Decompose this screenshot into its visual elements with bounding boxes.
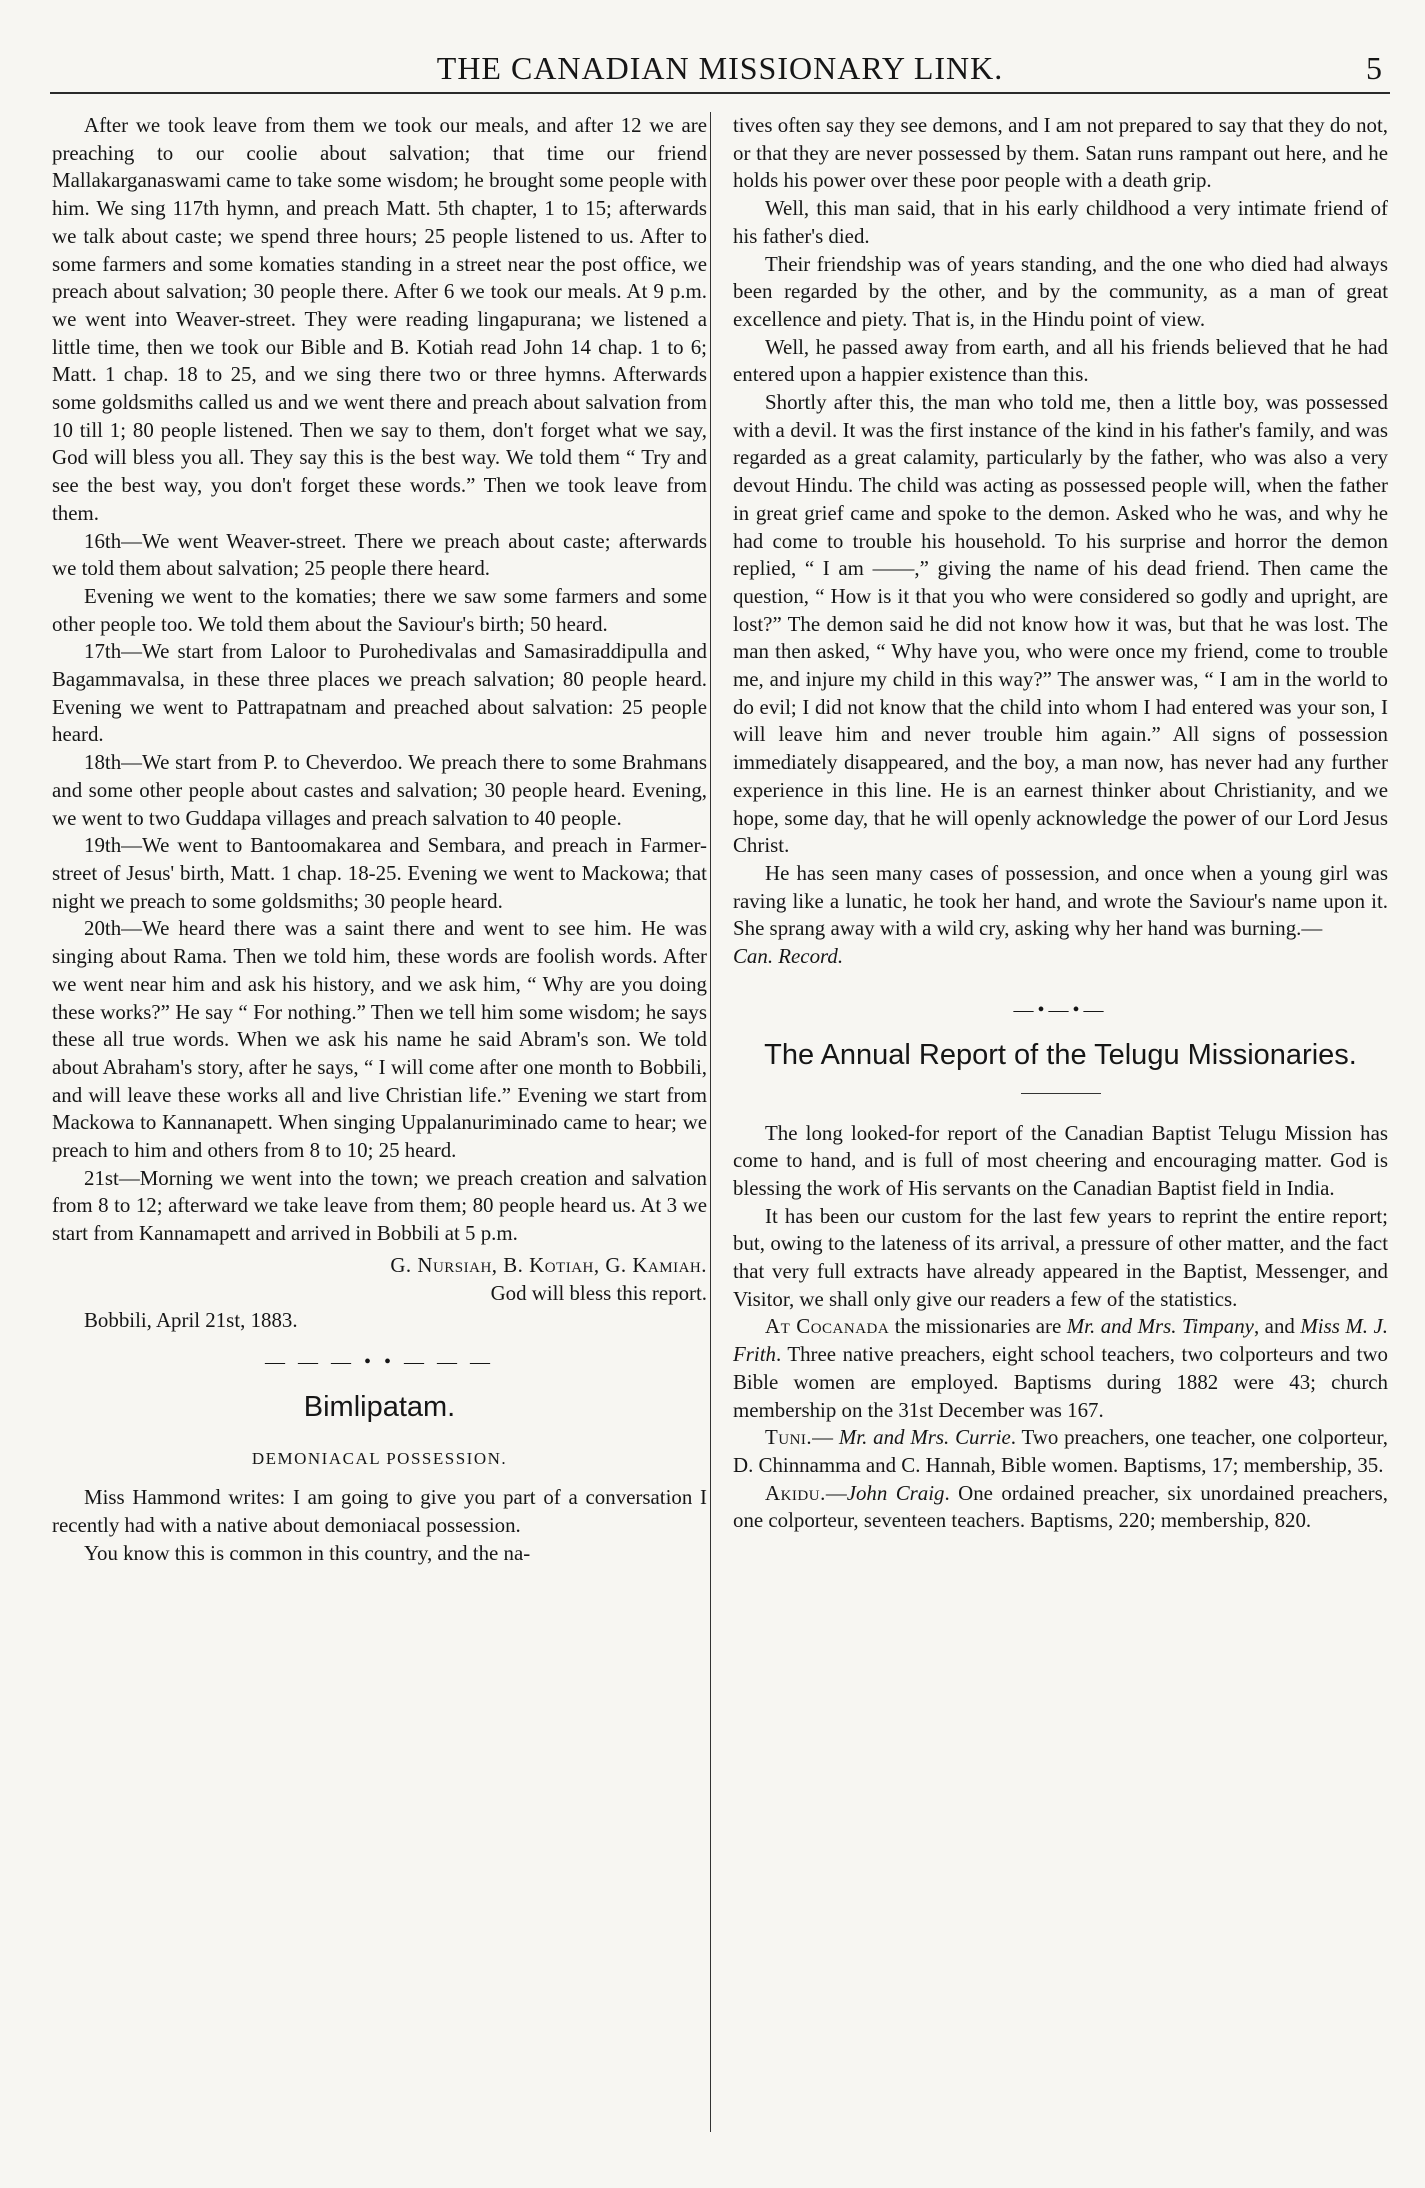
station-name: Tuni. xyxy=(765,1425,813,1450)
station-text: , and xyxy=(1253,1314,1301,1339)
article-paragraph-text: He has seen many cases of possession, and once when a young girl was raving like a lunatic, he took her hand, and wrote the Saviour's name upon it. She sprang away with a wild cry, asking why her hand was burning.— xyxy=(733,860,1388,941)
station-text: . One ordained preacher, six unordained preachers, one colporteur, seventeen teachers. Baptisms, 220; membership, 820. xyxy=(733,1480,1388,1533)
title-rule xyxy=(1021,1093,1101,1094)
article-paragraph: It has been our custom for the last few years to reprint the entire report; but, owing to the lateness of its arrival, a pressure of other matter, and the fact that very full extracts have already appeared in the Baptist, Messenger, and Visitor, we shall only give our readers a few of the statistics. xyxy=(733,1203,1388,1311)
article-paragraph: You know this is common in this country, and the na- xyxy=(84,1540,531,1565)
report-paragraph: After we took leave from them we took our meals, and after 12 we are preaching to our coolie about salvation; that time our friend Mallakarganaswami came to take some wisdom; he brought some people with him. We sing 117th hymn, and preach Matt. 5th chapter, 1 to 15; afterwards we talk about caste; we spend three hours; 25 people listened to us. After to some farmers and some komaties standing in a street near the post office, we preach about salvation; 30 people there. After 6 we took our meals. At 9 p.m. we went into Weaver-street. They were reading lingapurana; we listened a little time, then we took our Bible and B. Kotiah read John 14 chap. 1 to 6; Matt. 1 chap. 18 to 25, and we sing there two or three hymns. Afterwards some goldsmiths called us and we went there and preach about salvation from 10 till 1; 80 people listened. Then we say to them, don't forget what we say, God will bless you all. They say this is the best way. We told them “ Try and see the best way, you don't forget these words.” Then we took leave from them. xyxy=(52,113,707,525)
report-paragraph: 18th—We start from P. to Cheverdoo. We preach there to some Brahmans and some other people about castes and salvation; 30 people heard. Evening, we went to two Guddapa villages and preach salvation to 40 people. xyxy=(52,750,707,830)
right-column xyxy=(733,112,1388,1535)
report-dateline: Bobbili, April 21st, 1883. xyxy=(84,1308,298,1333)
left-column xyxy=(52,112,707,1567)
source-credit: Can. Record. xyxy=(733,944,844,969)
article-paragraph: tives often say they see demons, and I am not prepared to say that they do not, or that they are never possessed by them. Satan runs rampant out here, and he holds his power over these poor people with a death grip. xyxy=(733,113,1388,193)
station-entry-akidu xyxy=(733,1480,1388,1535)
report-paragraph: 16th—We went Weaver-street. There we preach about caste; afterwards we told them about salvation; 25 people there heard. xyxy=(52,528,707,581)
article-paragraph: Well, this man said, that in his early childhood a very intimate friend of his father's died. xyxy=(733,196,1388,248)
station-text: — xyxy=(825,1480,847,1505)
station-entry-tuni xyxy=(733,1424,1388,1479)
station-entry-cocanada xyxy=(733,1313,1388,1424)
article-paragraph: The long looked-for report of the Canadian Baptist Telugu Mission has come to hand, and is full of most cheering and encouraging matter. God is blessing the work of His servants on the Canadian Baptist field in India. xyxy=(733,1120,1388,1200)
missionary-names: John Craig xyxy=(846,1480,945,1505)
masthead xyxy=(50,46,1390,94)
missionary-names: Miss M. J. Frith xyxy=(733,1314,1388,1367)
section-ornament: —•—•— xyxy=(1013,998,1108,1021)
section-subtitle: DEMONIACAL POSSESSION. xyxy=(251,1448,508,1468)
article-paragraph: Well, he passed away from earth, and all his friends believed that he had entered upon a happier existence than this. xyxy=(733,334,1388,387)
publication-title: THE CANADIAN MISSIONARY LINK. xyxy=(436,50,1004,86)
missionary-names: Mr. and Mrs. Currie xyxy=(838,1425,1011,1450)
missionary-names: Mr. and Mrs. Timpany xyxy=(1066,1314,1254,1339)
article-paragraph: Their friendship was of years standing, and the one who died had always been regarded by the other, and by the community, as a man of great excellence and piety. That is, in the Hindu point of view. xyxy=(733,251,1388,331)
report-signature: G. Nursiah, B. Kotiah, G. Kamiah. xyxy=(390,1252,707,1277)
report-paragraph: 21st—Morning we went into the town; we preach creation and salvation from 8 to 12; afterward we take leave from them; 80 people heard us. At 3 we start from Kannamapett and arrived in Bobbili at 5 p.m. xyxy=(52,1165,707,1246)
section-title-annual-report: The Annual Report of the Telugu Missionaries. xyxy=(764,1038,1357,1071)
report-paragraph: 19th—We went to Bantoomakarea and Sembara, and preach in Farmer-street of Jesus' birth, Matt. 1 chap. 18-25. Evening we went to Mackowa; that night we preach to some goldsmiths; 30 people heard. xyxy=(52,833,707,913)
report-paragraph: Evening we went to the komaties; there we saw some farmers and some other people too. We told them about the Saviour's birth; 50 heard. xyxy=(52,583,707,636)
section-ornament: — — — • • — — — xyxy=(264,1350,494,1373)
page-number: 5 xyxy=(1366,50,1382,86)
station-name: Akidu. xyxy=(765,1480,826,1505)
station-text: . Two preachers, one teacher, one colporteur, D. Chinnamma and C. Hannah, Bible women. Baptisms, 17; membership, 35. xyxy=(733,1425,1388,1477)
article-paragraph: Miss Hammond writes: I am going to give you part of a conversation I recently had with a native about demoniacal possession. xyxy=(52,1485,707,1538)
station-text: the missionaries are xyxy=(889,1314,1067,1339)
station-text: — xyxy=(812,1425,839,1450)
report-paragraph: 17th—We start from Laloor to Purohedivalas and Samasiraddipulla and Bagammavalsa, in these three places we preach salvation; 80 people heard. Evening we went to Pattrapatnam and preached about salvation: 25 people heard. xyxy=(52,639,707,747)
column-divider xyxy=(710,112,711,2132)
section-title-bimlipatam: Bimlipatam. xyxy=(303,1390,456,1423)
report-paragraph: 20th—We heard there was a saint there and went to see him. He was singing about Rama. Then we told him, these words are foolish words. After we went near him and ask his history, and we ask him, “ Why are you doing these works?” He say “ For nothing.” Then we tell him some wisdom; he says these all true words. When we ask his name he said Abram's son. We told about Abraham's story, after he says, “ I will come after one month to Bobbili, and will leave these works all and live Christian life.” Evening we start from Mackowa to Kannanapett. When singing Uppalanuriminado came to hear; we preach to him and others from 8 to 10; 25 heard. xyxy=(52,916,707,1163)
article-paragraph xyxy=(733,860,1388,971)
station-name: At Cocanada xyxy=(765,1314,890,1339)
article-paragraph: Shortly after this, the man who told me, then a little boy, was possessed with a devil. It was the first instance of the kind in his father's family, and was regarded as a great calamity, particularly by the father, who was also a very devout Hindu. The child was acting as possessed people will, when the father in great grief came and spoke to the demon. Asked who he was, and why he had come to trouble his household. To his surprise and horror the demon replied, “ I am ——,” giving the name of his dead friend. Then came the question, “ How is it that you who were considered so godly and upright, are lost?” The demon said he did not know how it was, but that he was lost. The man then asked, “ Why have you, who were once my friend, come to trouble me, and injure my child in this way?” The answer was, “ I am in the world to do evil; I did not know that the child into whom I had entered was your son, I will leave him and never trouble him again.” All signs of possession immediately disappeared, and the boy, a man now, has never had any further experience in this line. He is an earnest thinker about Christianity, and we hope, some day, that he will openly acknowledge the power of our Lord Jesus Christ. xyxy=(733,390,1388,858)
report-blessing: God will bless this report. xyxy=(490,1280,707,1305)
station-text: . Three native preachers, eight school teachers, two colporteurs and two Bible women are employed. Baptisms during 1882 were 43; church membership on the 31st December was 167. xyxy=(733,1342,1388,1422)
